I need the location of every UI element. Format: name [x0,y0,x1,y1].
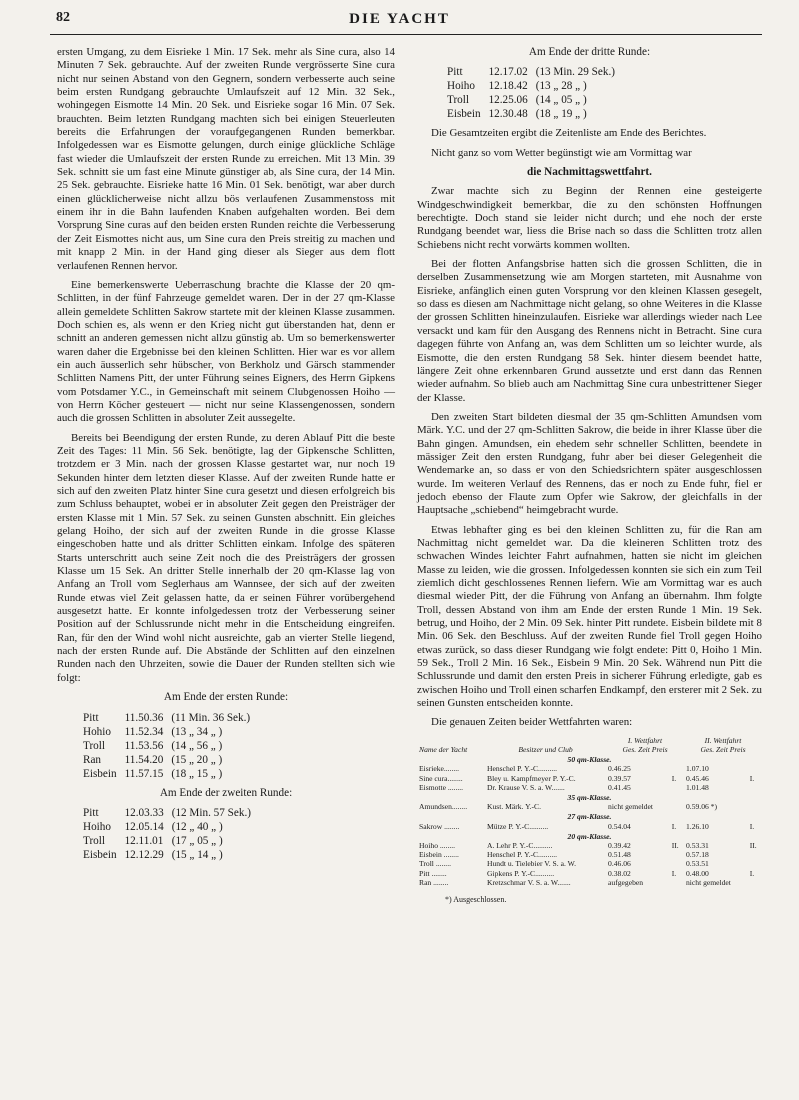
page-number: 82 [56,10,70,25]
class-header: 27 qm-Klasse. [567,812,612,822]
class-header: 50 qm-Klasse. [567,755,612,765]
table-cell: 11.53.56 [124,739,164,752]
table-cell: (13 „ 28 „ ) [535,80,587,93]
table-cell: (18 „ 15 „ ) [171,767,223,780]
table-cell: Eisbein [447,108,481,121]
header-rule [50,34,762,35]
table-row [417,869,762,878]
table-cell: 0.39.57 [608,773,631,783]
table-cell: Hoiho [83,820,111,833]
table-cell: Troll [447,94,469,107]
column-header: Name der Yacht [419,744,468,754]
table-row [83,753,258,767]
table-row [417,792,762,802]
table-cell: 12.25.06 [488,94,528,107]
table-cell: Pitt [447,66,463,79]
table-cell: I. [671,821,677,831]
table-cell: 1.07.10 [686,764,709,774]
paragraph: Etwas lebhafter ging es bei den kleinen Schlitten zu, für die Ran am Nachmittag nicht gemeldet war. Da die kleineren Schlitten trotz des schwachen Windes leichter Fahrt aufnahmen, hatten sie nicht im gleichen Masse zu leiden, wie die grossen. Infolgedessen konnten sie sich ein zum Teil ziemlich dicht geschlossenes Rennen liefern. Wie am Vormittag war es auch diesmal wieder Pitt, der die Führung von Anfang an übernahm. Ihm folgte Troll, dessen Abstand von ihm am Ende der ersten Runde 1 Min. 19 Sek. betrug, und Hoiho, der 2 Min. 09 Sek. hinter Pitt rundete. Eisbein bildete mit 8 Min. 06 Sek. den Beschluss. Auf der zweiten Runde fiel Troll gegen Hoiho etwas zurück, so dass dieser Rundgang wie folgt endete: Pitt 0, Hoiho 1 Min. 59 Sek., Troll 2 Min. 16 Sek., Eisbein 9 Min. 20 Sek. Während nun Pitt die Schlussrunde und damit den ersten Preis in sicherer Führung erledigte, gab es zwischen Hoiho und Troll einen scharfen Endkampf, den ersterer mit 2 Sek. zu seinen Gunsten entscheiden konnte. [417,523,762,710]
table-cell: Henschel P. Y.-C.......... [487,850,558,860]
table-cell: 12.30.48 [488,108,528,121]
table-cell: nicht gemeldet [608,802,653,812]
table-cell: (11 Min. 36 Sek.) [171,711,251,724]
table-cell: I. [749,773,755,783]
table-cell: 0.53.31 [686,841,709,851]
table-cell [670,764,684,773]
table-cell: (14 „ 05 „ ) [535,94,587,107]
table-cell [748,878,762,887]
table-cell: 0.39.42 [608,841,631,851]
running-title: DIE YACHT [349,11,450,27]
class-header: 20 qm-Klasse. [567,831,612,841]
results-table [417,736,762,887]
table-cell: Eisrieke........ [419,764,460,774]
table-row [417,774,762,783]
table-cell: 1.26.10 [686,821,709,831]
table-row [417,822,762,831]
table-cell: (18 „ 19 „ ) [535,108,587,121]
table-cell: 0.41.45 [608,782,631,792]
table-cell: Pitt [83,806,99,819]
round3-title: Am Ende der dritte Runde: [528,46,651,58]
table-cell: 0.59.06 *) [686,802,718,812]
round1-title: Am Ende der ersten Runde: [163,691,289,704]
paragraph: ersten Umgang, zu dem Eisrieke 1 Min. 17 Sek. mehr als Sine cura, also 14 Minuten 7 Sek. gebrauchte. Auf der zweiten Runde vergrösserte Sine cura nicht nur seinen Abstand von den Gegnern, sondern verbesserte auch seine beim ersten Rundgang gebrauchte Umlaufszeit auf 12 Min. 32 Sek., wohingegen Eismotte 14 Min. 20 Sek. und Eisrieke sogar 16 Min. 07 Sek. brauchten. Beim letzten Rundgang machten sich bei einigen Steuerleuten bereits die Erfahrungen der voraufgegangenen Runden bemerkbar. Infolgedessen war es Eismotte gelungen, durch einige glückliche Schläge fast wieder die Umlaufszeit der ersten Runde zu erreichen. Mit 13 Min. 39 Sek. schnitt sie um fast eine Minute günstiger ab, als Sine cura, der 14 Min. 25 Sek. gebrauchte. Eisrieke hatte 16 Min. 01 Sek. benötigt, war aber durch einen glücklicherweise nicht allzu bös verlaufenen Zusammenstoss mit einem ihr in die Bahn laufenden Knaben aufgehalten worden. Bei dem Vorsprung Sine curas auf den beiden ersten Runden reichte die Verbesserung der Zeit Eismottes nicht aus, um Sine cura den Preis streitig zu machen und mit knapp 2 Min. in der Hand ging dieser als Sieger aus dem flott verlaufenen Rennen hervor. [57,46,395,272]
paragraph: Bei der flotten Anfangsbrise hatten sich die grossen Schlitten, die in derselben Zusammensetzung wie am Morgen starteten, mit Ausnahme von Eisrieke, anfänglich einen guten Vorsprung vor den kleinen Klassen gesegelt, so dass es diesen am Nachmittage nicht gelang, so ohne Weiteres in die Klasse der grossen Schlitten hineinzulaufen. Eisrieke war allerdings wieder nach Lee versackt und kam für den Ausgang des Rennens nicht in Betracht. Sine cura dagegen führte von Anfang an, was dem Schlitten um so leichter wurde, als Eismotte, die den ersten Rundgang 58 Sek. hinter diesem beendet hatte, längere Zeit ohne erkennbaren Grund aussetzte und erst dann das Rennen wieder aufnahm. So blieb auch am Nachmittag Sine cura unbestrittener Sieger der Klasse. [417,258,762,404]
table-row [83,820,259,834]
table-cell [748,783,762,792]
column-subheader: Ges. Zeit Preis [700,744,746,754]
table-cell: Troll ........ [419,859,452,869]
table-cell: Ran ........ [419,877,449,887]
table-cell: I. [671,868,677,878]
table-row [417,783,762,792]
table-row [417,859,762,868]
paragraph: Eine bemerkenswerte Ueberraschung brachte die Klasse der 20 qm-Schlitten, in der fünf Fahrzeuge gemeldet waren. Der in der 27 qm-Klasse allein gemeldete Schlitten Sakrow startete mit der kleinen Klasse zusammen. Doch schien es, als wenn er den Krieg nicht gut überstanden hat, denn er schnitt an anderen gemessen nicht allzu günstig ab. Um so bemerkenswerter waren daher die Ergebnisse bei den kleinen Schlitten. Hier war es vor allem ein auch äusserlich sehr hübscher, von Berkholz und Gärsch stammender Schlitten Namens Pitt, der unter Führung seines Eigners, des Herrn Gipkens vom Potsdamer Y.C., in Gemeinschaft mit seinem Clubgenossen Hoiho — von Herrn Köcher gesteuert — nicht nur seine Klassengenossen, sondern auch die grossen Schlitten in absoluter Zeit aussegelte. [57,278,395,425]
table-row [417,841,762,850]
table-header-row [417,736,762,745]
table-cell: Sine cura........ [419,773,463,783]
table-cell [670,850,684,859]
column-header: II. Wettfahrt [704,735,742,745]
round1-table [83,711,258,781]
column-subheader: Ges. Zeit Preis [622,744,668,754]
table-cell: 12.11.01 [124,834,164,847]
table-cell: 12.03.33 [124,806,164,819]
table-cell: 0.51.48 [608,850,631,860]
table-cell: 1.01.48 [686,782,709,792]
table-cell: 11.50.36 [124,711,164,724]
table-cell: 12.18.42 [488,80,528,93]
table-cell: (14 „ 56 „ ) [171,739,223,752]
table-cell: Kust. Märk. Y.-C. [487,802,542,812]
table-cell: Dr. Krause V. S. a. W....... [487,782,565,792]
table-cell: Hundt u. Tielebier V. S. a. W. [487,859,576,869]
column-header: Besitzer und Club [518,744,573,754]
table-row [417,754,762,764]
table-cell: (15 „ 14 „ ) [171,848,223,861]
table-row [417,878,762,887]
table-cell: Hoiho [447,80,475,93]
left-column [57,46,395,868]
table-cell: (13 „ 34 „ ) [171,725,223,738]
table-row [417,802,762,811]
column-header: I. Wettfahrt [627,735,663,745]
table-cell: 11.57.15 [124,767,164,780]
table-cell: I. [749,868,755,878]
table-row [83,834,259,848]
footnote: *) Ausgeschlossen. [445,895,507,905]
table-cell: I. [671,773,677,783]
table-row [83,806,259,820]
table-row [417,831,762,841]
paragraph: Bereits bei Beendigung der ersten Runde, zu deren Ablauf Pitt die beste Zeit des Tages: 11 Min. 56 Sek. benötigte, lag der Gipkensche Schlitten, trotzdem er 3 Min. nach der grossen Klasse gestartet war, nur noch 19 Sekunden hinter dem letzten dieser Klasse. Auf der zweiten Runde hatte er sich auf den zweiten Platz hinter Sine cura gesetzt und diesen erfolgreich bis zum Schluss behauptet, wobei er in absoluter Zeit gegen den Preisträger der ersten Klasse mit 1 Min. 57 Sek. zu seinen Gunsten abschnitt. Ein gleiches gelang Hoiho, der sich auf der zweiten Runde in die grosse Klasse eingeschoben hatte und als dritter Schlitten einkam. Infolge des späteren Starts unterschritt auch seine Zeit noch die des Preisträgers der grossen Klasse um 15 Sek. An dritter Stelle innerhalb der 20 qm-Klasse lag von Anfang an Troll vom Seglerhaus am Wannsee, der sich auf der zweiten Runde etwas viel Zeit gelassen hatte, da er seinen Führer vorübergehend ausgesetzt hatte. Er konnte infolgedessen trotz der Verbesserung seiner Position auf der Schlussrunde nicht mehr in die Entscheidung eingreifen. Ran, für den der Wind wohl nicht ausreichte, gab an vierter Stelle liegend, nach der ersten Runde auf. Die Abstände der Schlitten auf den einzelnen Runden nach den Uhrzeiten, sowie die Dauer der Runden stellten sich wie folgt: [57,431,395,684]
class-header: 35 qm-Klasse. [567,793,612,802]
table-cell: 12.12.29 [124,848,164,861]
table-cell: Pitt ........ [419,868,447,878]
section-heading: die Nachmittagswettfahrt. [527,166,652,179]
table-cell: Ran [83,753,102,766]
table-row [417,811,762,821]
table-row [83,739,258,753]
table-cell: Hoiho ........ [419,841,456,851]
table-cell: aufgegeben [608,877,644,887]
table-cell: 12.05.14 [124,820,164,833]
table-cell: A. Lehr P. Y.-C.......... [487,841,553,851]
table-cell [748,850,762,859]
table-row [417,850,762,859]
round3-table [447,65,623,121]
table-cell: (13 Min. 29 Sek.) [535,66,615,79]
table-cell: Mütze P. Y.-C.......... [487,821,549,831]
table-cell [748,764,762,773]
table-cell: 0.45.46 [686,773,709,783]
table-row [83,711,258,725]
table-cell: Bley u. Kampfmeyer P. Y.-C. [487,773,576,783]
table-row [447,93,623,107]
table-cell: Troll [83,739,105,752]
table-cell: (12 Min. 57 Sek.) [171,806,251,819]
table-cell: 0.57.18 [686,850,709,860]
table-cell [670,878,684,887]
table-row [447,79,623,93]
table-cell: Sakrow ........ [419,821,460,831]
table-cell: Pitt [83,711,99,724]
paragraph: Die Gesamtzeiten ergibt die Zeitenliste am Ende des Berichtes. [431,127,707,140]
table-cell: 0.53.51 [686,859,709,869]
table-cell: 0.54.04 [608,821,631,831]
table-cell [670,859,684,868]
table-cell: 11.54.20 [124,753,164,766]
table-cell: 0.48.00 [686,868,709,878]
table-row [447,107,623,121]
table-cell: 0.46.06 [608,859,631,869]
table-cell: Amundsen........ [419,802,468,812]
round2-table [83,806,259,862]
table-cell: (15 „ 20 „ ) [171,753,223,766]
table-cell: (17 „ 05 „ ) [171,834,223,847]
table-cell: Eisbein [83,767,117,780]
table-row [417,764,762,773]
table-cell [748,802,762,811]
table-row [83,725,258,739]
paragraph: Zwar machte sich zu Beginn der Rennen eine gesteigerte Windgeschwindigkeit bemerkbar, die zu den schönsten Hoffnungen berechtigte. Doch stand sie leider nicht durch; und ehe noch der erste Rundgang beendet war, liess die Brise nach so dass die Schlitten trotz allen Schiebens nicht recht vorwärts kommen wollten. [417,185,762,251]
table-cell: Gipkens P. Y.-C.......... [487,868,555,878]
table-cell: Eisbein [83,848,117,861]
table-cell: Eismotte ........ [419,782,464,792]
table-cell: II. [671,841,679,851]
right-column [417,46,762,906]
table-cell: I. [749,821,755,831]
table-row [83,848,259,862]
table-cell: 11.52.34 [124,725,164,738]
table-cell: Kretzschmar V. S. a. W....... [487,877,571,887]
table-cell: 0.46.25 [608,764,631,774]
table-cell: 12.17.02 [488,66,528,79]
table-cell: II. [749,841,757,851]
table-cell: (12 „ 40 „ ) [171,820,223,833]
table-cell: Eisbein ........ [419,850,459,860]
table-cell [670,802,684,811]
table-cell: nicht gemeldet [686,877,731,887]
table-cell [748,859,762,868]
table-cell: Troll [83,834,105,847]
table-row [447,65,623,79]
table-cell: Hohio [83,725,111,738]
table-cell [670,783,684,792]
round2-title: Am Ende der zweiten Runde: [159,786,293,799]
table-cell: 0.38.02 [608,868,631,878]
paragraph: Nicht ganz so vom Wetter begünstigt wie am Vormittag war [431,146,692,159]
paragraph: Den zweiten Start bildeten diesmal der 35 qm-Schlitten Amundsen vom Märk. Y.C. und der 27 qm-Schlitten Sakrow, die beide in ihrer Klasse über die Bahn gingen. Amundsen, ein ehedem sehr schneller Schlitten, beendete in mässiger Zeit den ersten Rundgang, fuhr aber bei dieser Gelegenheit die Wendemarke an, so dass er von den Schiedsrichtern später ausgeschlossen wurde. Im weiteren Verlauf des Rennens, das er noch zu Ende fuhr, fiel er jedoch ebenso der Flaute zum Opfer wie Sakrow, der gleichfalls in der Hauptsache „schiebend“ heimgebracht wurde. [417,410,762,517]
paragraph: Die genauen Zeiten beider Wettfahrten waren: [431,716,633,729]
table-row [83,767,258,781]
table-cell: Henschel P. Y.-C.......... [487,764,558,774]
